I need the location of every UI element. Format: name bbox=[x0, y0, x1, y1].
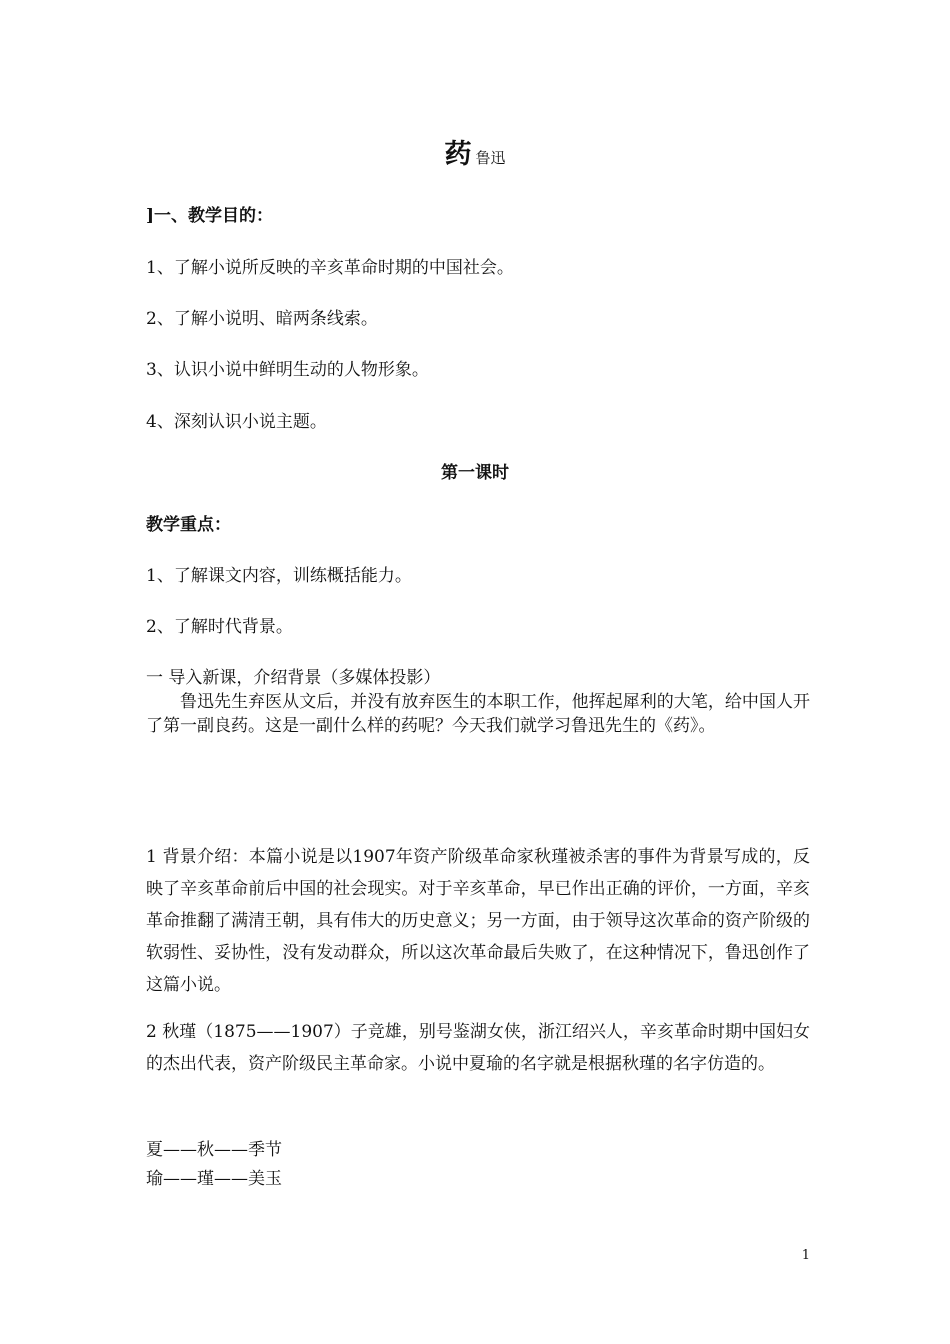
title-block bbox=[0, 132, 950, 171]
name-mapping-line-2: 瑜——瑾——美玉 bbox=[146, 1169, 282, 1189]
intro-heading: 一 导入新课，介绍背景（多媒体投影） bbox=[146, 668, 441, 688]
page-number: 1 bbox=[801, 1248, 810, 1263]
objective-item-3: 3、认识小说中鲜明生动的人物形象。 bbox=[146, 360, 429, 380]
objective-item-4: 4、深刻认识小说主题。 bbox=[146, 412, 327, 432]
focus-item-2: 2、了解时代背景。 bbox=[146, 617, 293, 637]
qiujin-paragraph: 2 秋瑾（1875——1907）子竞雄，别号鉴湖女侠，浙江绍兴人，辛亥革命时期中国妇女的杰出代表，资产阶级民主革命家。小说中夏瑜的名字就是根据秋瑾的名字仿造的。 bbox=[146, 1022, 810, 1074]
section-heading-objectives: ]一、教学目的： bbox=[146, 206, 274, 226]
intro-paragraph: 鲁迅先生弃医从文后，并没有放弃医生的本职工作，他挥起犀利的大笔，给中国人开了第一副良药。这是一副什么样的药呢？今天我们就学习鲁迅先生的《药》。 bbox=[146, 692, 810, 736]
name-mapping-line-1: 夏——秋——季节 bbox=[146, 1140, 282, 1160]
focus-item-1: 1、了解课文内容，训练概括能力。 bbox=[146, 566, 412, 586]
page-title: 药 bbox=[444, 139, 472, 170]
background-paragraph: 1 背景介绍：本篇小说是以1907年资产阶级革命家秋瑾被杀害的事件为背景写成的，反映了辛亥革命前后中国的社会现实。对于辛亥革命，早已作出正确的评价，一方面，辛亥革命推翻了满清王朝，具有伟大的历史意义；另一方面，由于领导这次革命的资产阶级的软弱性、妥协性，没有发动群众，所以这次革命最后失败了，在这种情况下，鲁迅创作了这篇小说。 bbox=[146, 847, 810, 995]
objective-item-1: 1、了解小说所反映的辛亥革命时期的中国社会。 bbox=[146, 258, 514, 278]
objective-item-2: 2、了解小说明、暗两条线索。 bbox=[146, 309, 378, 329]
lesson-heading: 第一课时 bbox=[441, 463, 509, 483]
author-name: 鲁迅 bbox=[475, 149, 506, 167]
focus-heading: 教学重点： bbox=[146, 515, 231, 535]
